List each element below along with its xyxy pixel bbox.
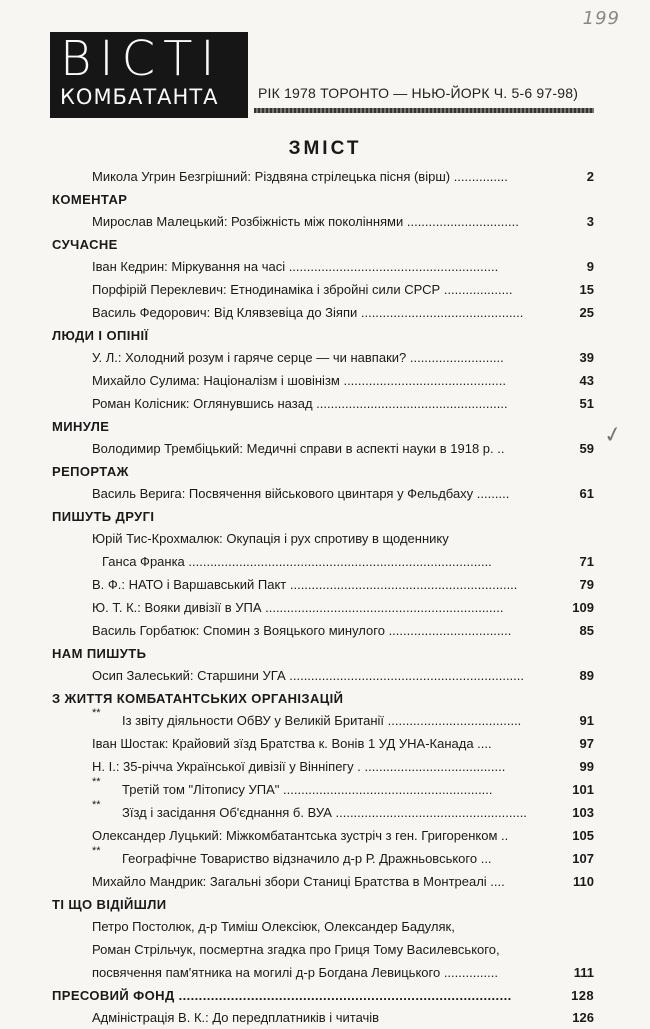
toc-entry	[52, 596, 594, 619]
entry-title: Юрій Тис-Крохмалюк: Окупація і рух спротиву в щоденнику	[92, 531, 449, 546]
toc-entry	[52, 165, 594, 188]
toc-section-heading	[52, 505, 594, 527]
page-number: 51	[579, 396, 594, 411]
page-number: 91	[579, 713, 594, 728]
toc-entry	[52, 915, 594, 938]
handwritten-page-number: 199	[582, 8, 620, 29]
header-rule	[254, 108, 594, 113]
check-mark-icon: ✓	[601, 421, 625, 450]
toc-entry	[52, 1006, 594, 1029]
entry-title: Адміністрація В. К.: До передплатників і читачів	[92, 1010, 380, 1025]
toc-entry	[52, 369, 594, 392]
toc-entry	[52, 709, 594, 732]
entry-title: Василь Верига: Посвячення військового цвинтаря у Фельдбаху .........	[92, 486, 510, 501]
page-number: 71	[579, 554, 594, 569]
page-number: 97	[579, 736, 594, 751]
toc-section-heading	[52, 984, 594, 1006]
entry-title: Михайло Сулима: Націоналізм і шовінізм .............................................	[92, 373, 506, 388]
page-number: 85	[579, 623, 594, 638]
entry-title: У. Л.: Холодний розум і гаряче серце — чи навпаки? ..........................	[92, 350, 504, 365]
toc-entry	[52, 755, 594, 778]
toc-entry	[52, 527, 594, 550]
entry-title: Ганса Франка ....................................................................................	[102, 554, 492, 569]
entry-title: посвячення пам'ятника на могилі д-р Богдана Левицького ...............	[92, 965, 498, 980]
page-number: 107	[572, 851, 594, 866]
toc-entry	[52, 573, 594, 596]
page-number: 126	[572, 1010, 594, 1025]
entry-title: Н. І.: 35-річча Української дивізії у Вінніпегу . .......................................	[92, 759, 506, 774]
page-number: 61	[579, 486, 594, 501]
entry-title: Мирослав Малецький: Розбіжність між поколіннями ...............................	[92, 214, 519, 229]
toc-entry	[52, 255, 594, 278]
toc-entry	[52, 437, 594, 460]
section-title: З ЖИТТЯ КОМБАТАНТСЬКИХ ОРГАНІЗАЦІЙ	[52, 691, 344, 706]
toc-entry	[52, 482, 594, 505]
asterisk-icon: **	[92, 776, 101, 788]
toc-section-heading	[52, 893, 594, 915]
entry-title: Михайло Мандрик: Загальні збори Станиці Братства в Монтреалі ....	[92, 874, 505, 889]
page-number: 109	[572, 600, 594, 615]
entry-title: Іван Шостак: Крайовий зїзд Братства к. Вонів 1 УД УНА-Канада ....	[92, 736, 492, 751]
page-number: 101	[572, 782, 594, 797]
page-number: 39	[579, 350, 594, 365]
toc-entry	[52, 870, 594, 893]
issue-line: РІК 1978 ТОРОНТО — НЬЮ-ЙОРК Ч. 5-6 97-98)	[258, 85, 579, 101]
section-title: МИНУЛЕ	[52, 419, 110, 434]
toc-section-heading	[52, 642, 594, 664]
page-number: 79	[579, 577, 594, 592]
table-of-contents	[52, 165, 594, 1029]
toc-section-heading	[52, 233, 594, 255]
page-number: 15	[579, 282, 594, 297]
page-number: 3	[586, 214, 594, 229]
entry-title: Петро Постолюк, д-р Тиміш Олексіюк, Олександер Бадуляк,	[92, 919, 455, 934]
section-title: КОМЕНТАР	[52, 192, 128, 207]
toc-entry	[52, 824, 594, 847]
page-number: 59	[579, 441, 594, 456]
masthead-logo	[50, 32, 248, 118]
toc-entry	[52, 961, 594, 984]
page-number: 105	[572, 828, 594, 843]
toc-entry	[52, 847, 594, 870]
toc-entry	[52, 732, 594, 755]
entry-title: Роман Колісник: Оглянувшись назад .....................................................	[92, 396, 508, 411]
toc-entry	[52, 301, 594, 324]
entry-title: Із звіту діяльности ОбВУ у Великій Британії .....................................	[122, 713, 522, 728]
section-title: СУЧАСНЕ	[52, 237, 118, 252]
section-title: ПИШУТЬ ДРУГІ	[52, 509, 155, 524]
toc-section-heading	[52, 324, 594, 346]
page-number: 9	[586, 259, 594, 274]
page-number: 89	[579, 668, 594, 683]
toc-section-heading	[52, 460, 594, 482]
page-number: 110	[573, 874, 594, 889]
entry-title: В. Ф.: НАТО і Варшавський Пакт ...............................................................	[92, 577, 518, 592]
page-number: 99	[579, 759, 594, 774]
entry-title: Третій том "Літопису УПА" ..........................................................	[122, 782, 493, 797]
entry-title: Олександер Луцький: Міжкомбатантська зустріч з ген. Григоренком ..	[92, 828, 509, 843]
toc-entry	[52, 619, 594, 642]
toc-entry	[52, 210, 594, 233]
toc-entry	[52, 801, 594, 824]
toc-entry	[52, 550, 594, 573]
toc-entry	[52, 664, 594, 687]
entry-title: Ю. Т. К.: Вояки дивізії в УПА ..................................................................	[92, 600, 504, 615]
entry-title: Василь Горбатюк: Спомин з Вояцького минулого ..................................	[92, 623, 512, 638]
toc-section-heading	[52, 687, 594, 709]
asterisk-icon: **	[92, 799, 101, 811]
toc-title: ЗМІСТ	[288, 138, 362, 159]
entry-title: Зїзд і засідання Об'єднання б. ВУА .....................................................	[122, 805, 527, 820]
section-title: ЛЮДИ І ОПІНІЇ	[52, 328, 149, 343]
page-number: 43	[579, 373, 594, 388]
entry-title: Василь Федорович: Від Клявзевіца до Зіяпи .............................................	[92, 305, 524, 320]
toc-section-heading	[52, 415, 594, 437]
entry-title: Порфірій Переклевич: Етнодинаміка і збройні сили СРСР ...................	[92, 282, 513, 297]
entry-title: Осип Залеський: Старшини УГА .................................................................	[92, 668, 525, 683]
masthead-title: ВІСТІ	[60, 31, 223, 87]
entry-title: Географічне Товариство відзначило д-р Р. Дражньовського ...	[122, 851, 492, 866]
entry-title: Микола Угрин Безгрішний: Різдвяна стрілецька пісня (вірш) ...............	[92, 169, 508, 184]
entry-title: Володимир Трембіцький: Медичні справи в аспекті науки в 1918 р. ..	[92, 441, 505, 456]
entry-title: Іван Кедрин: Міркування на часі ..........................................................	[92, 259, 499, 274]
masthead-subtitle: КОМБАТАНТА	[60, 85, 219, 109]
section-title: ПРЕСОВИЙ ФОНД ...................................................................................	[52, 988, 512, 1003]
toc-section-heading	[52, 188, 594, 210]
toc-entry	[52, 938, 594, 961]
section-title: ТІ ЩО ВІДІЙШЛИ	[52, 897, 167, 912]
page-number: 103	[572, 805, 594, 820]
page-number: 25	[579, 305, 594, 320]
section-title: НАМ ПИШУТЬ	[52, 646, 147, 661]
asterisk-icon: **	[92, 845, 101, 857]
entry-title: Роман Стрільчук, посмертна згадка про Гриця Тому Василевського,	[92, 942, 500, 957]
asterisk-icon: **	[92, 707, 101, 719]
section-title: РЕПОРТАЖ	[52, 464, 129, 479]
toc-entry	[52, 346, 594, 369]
toc-entry	[52, 278, 594, 301]
toc-entry	[52, 392, 594, 415]
toc-entry	[52, 778, 594, 801]
page-number: 111	[573, 965, 594, 980]
page-number: 2	[586, 169, 594, 184]
page-number: 128	[571, 988, 594, 1003]
